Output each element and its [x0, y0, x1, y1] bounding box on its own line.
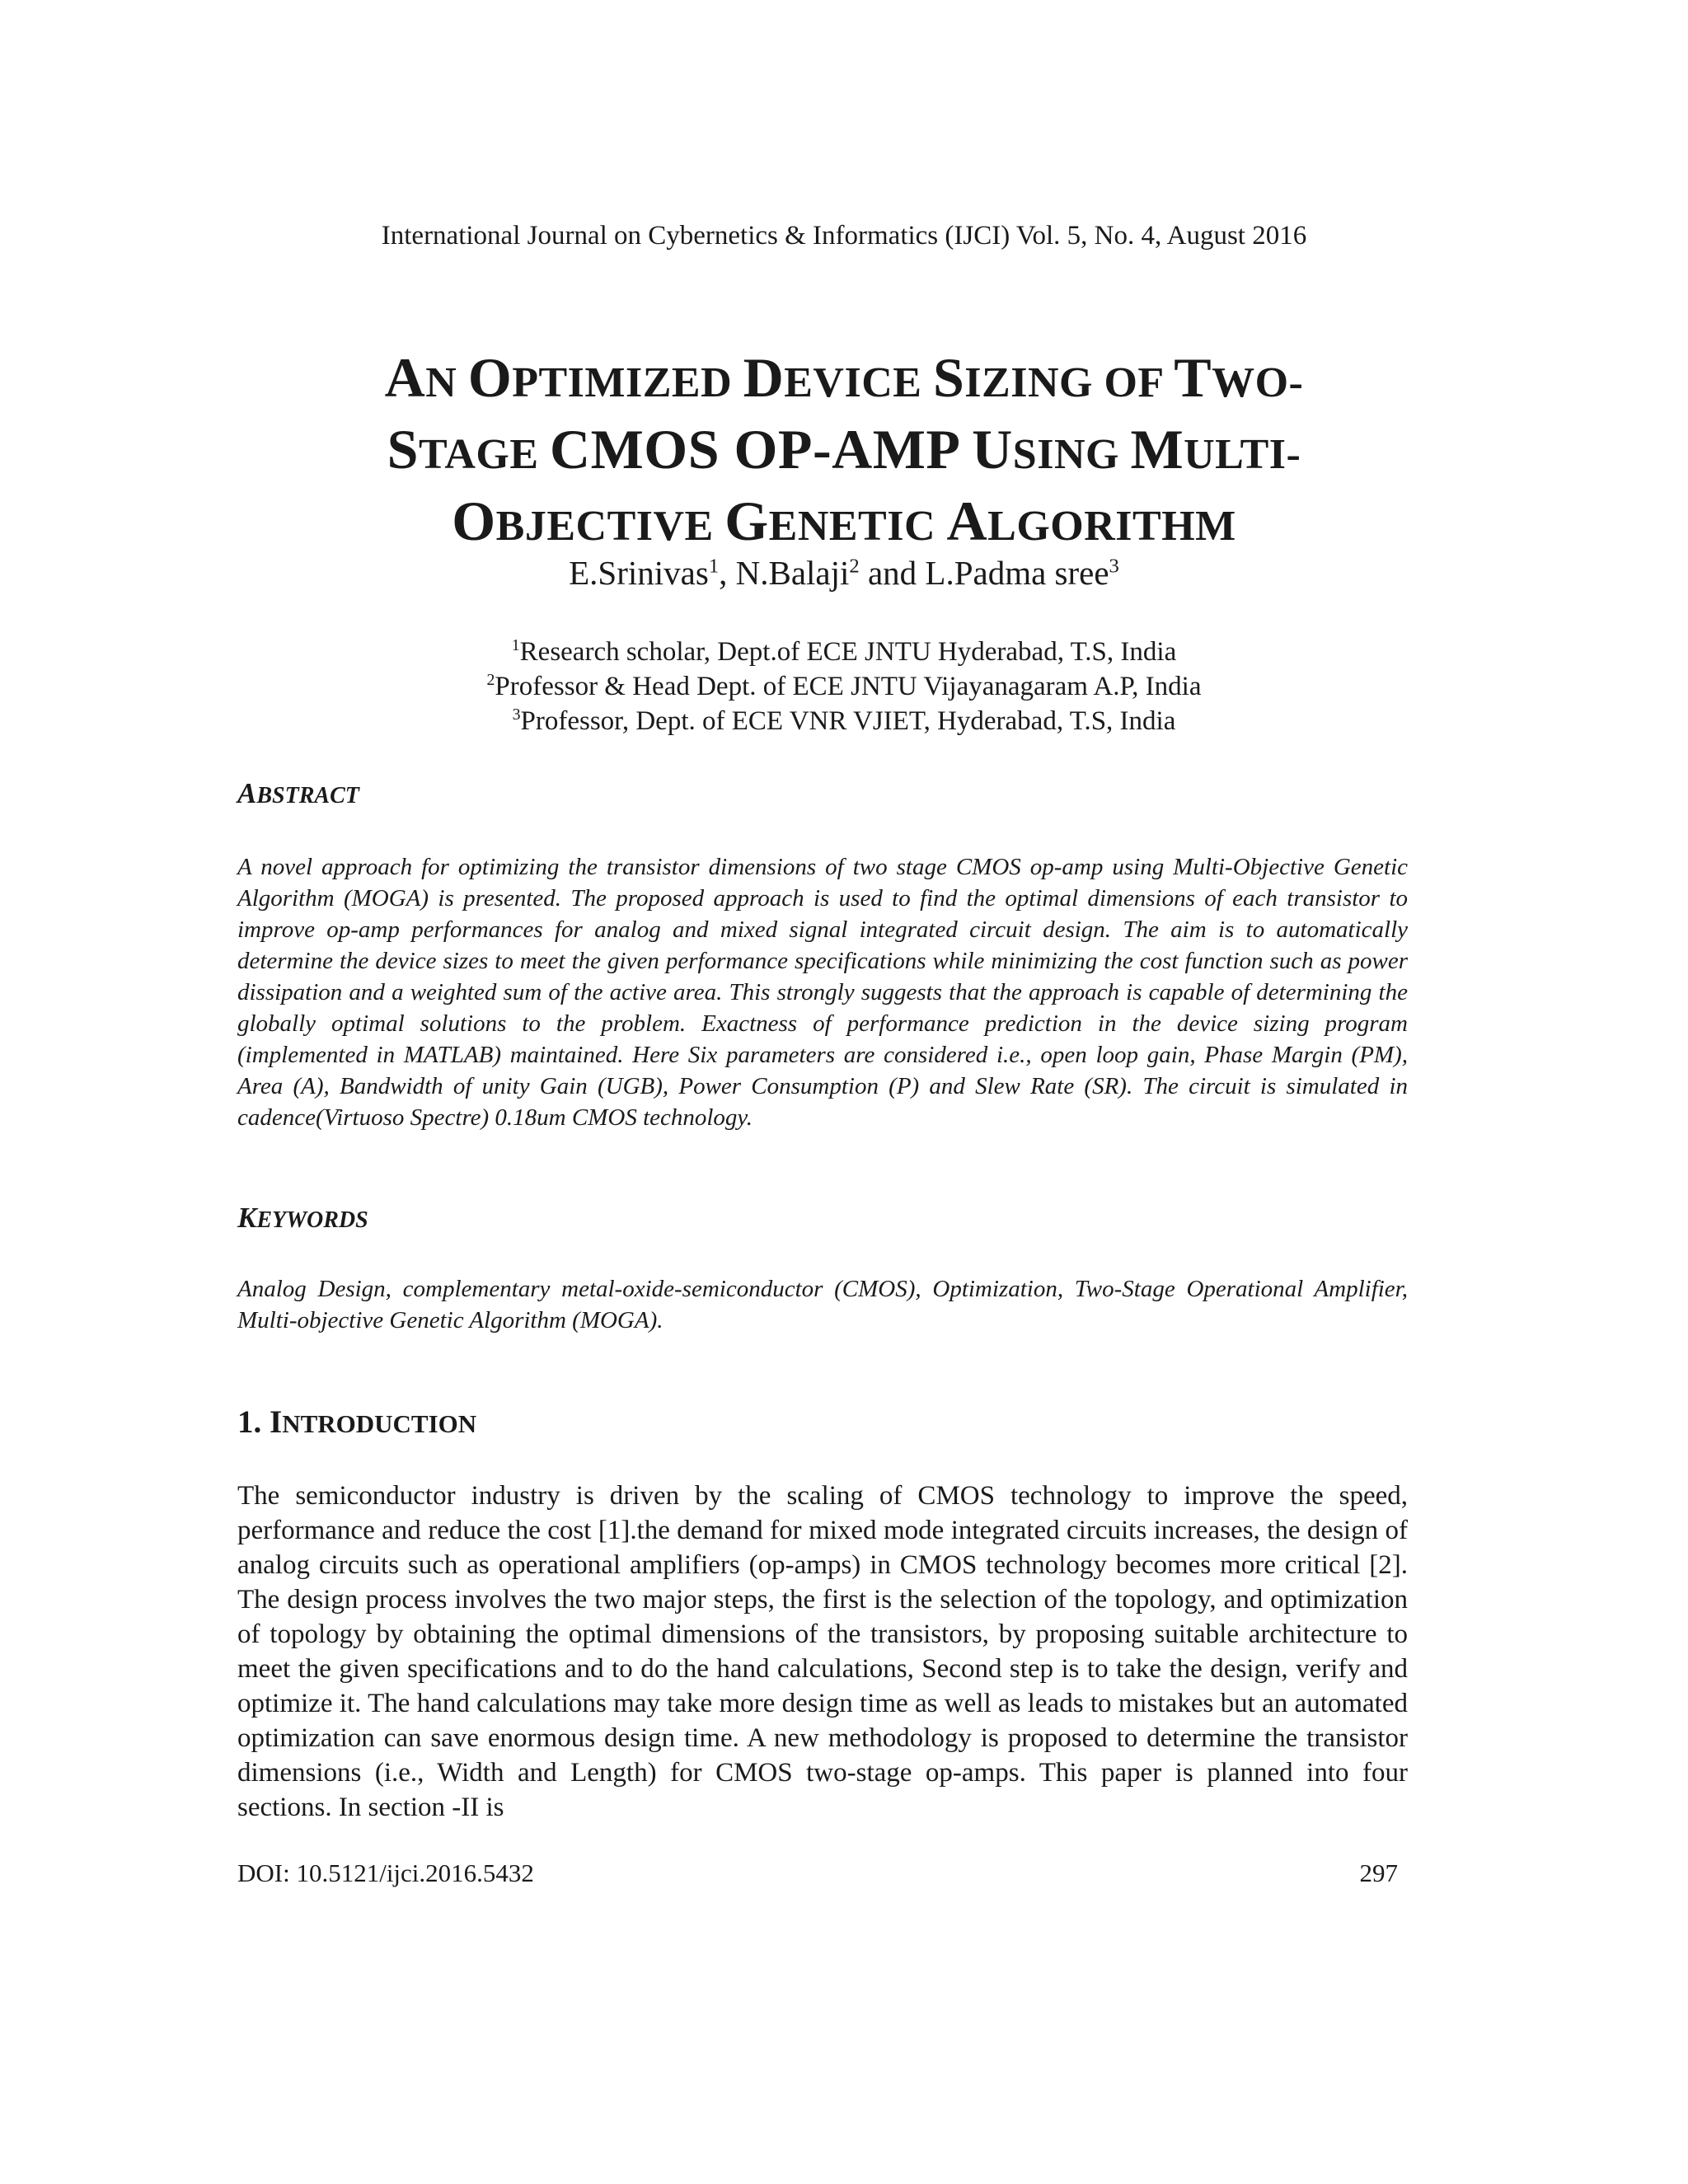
affiliation: $^2$Professor & Head Dept. of ECE JNTU Vijayanagaram A.P, India	[486, 671, 1202, 701]
author-separator: and	[859, 554, 926, 592]
title-word: GENETIC	[724, 490, 947, 552]
title-word: OPTIMIZED	[467, 346, 743, 409]
title-line-3	[247, 488, 1441, 560]
title-word: AN	[384, 346, 468, 409]
title-word: USING	[972, 418, 1131, 480]
title-word: ALGORITHM	[946, 490, 1236, 552]
affiliation: $^1$Research scholar, Dept.of ECE JNTU Hyderabad, T.S, India	[511, 636, 1177, 667]
title-word: DEVICE	[743, 346, 933, 409]
abstract-heading: ABSTRACT	[237, 777, 359, 809]
author-list	[0, 552, 1688, 593]
title-word: OBJECTIVE	[452, 490, 725, 552]
affiliation-list	[0, 635, 1688, 738]
title-word: MULTI-	[1130, 418, 1301, 480]
title-word: TWO-	[1174, 346, 1304, 409]
affiliation-marker: 1	[511, 636, 520, 654]
paper-title	[247, 344, 1441, 560]
keywords-heading: KEYWORDS	[237, 1202, 368, 1234]
title-word: STAGE	[387, 418, 551, 480]
affiliation-marker: 2	[486, 671, 495, 689]
author-name: N.Balaji	[735, 554, 850, 592]
title-word: CMOS	[550, 418, 734, 480]
title-word: OP-AMP	[734, 418, 973, 480]
author-affiliation-marker: 2	[849, 555, 860, 578]
affiliation: $^3$Professor, Dept. of ECE VNR VJIET, Hyderabad, T.S, India	[512, 705, 1176, 736]
footer-doi: DOI: 10.5121/ijci.2016.5432	[237, 1858, 534, 1887]
author-separator: ,	[719, 554, 736, 592]
author-name: E.Srinivas	[569, 554, 709, 592]
author-affiliation-marker: 3	[1109, 555, 1119, 578]
title-word: SIZING OF	[932, 346, 1175, 409]
introduction-text: The semiconductor industry is driven by the scaling of CMOS technology to improve the speed, performance and reduce the cost [1].the demand for mixed mode integrated circuits increases, the design of analog circuits such as operational amplifiers (op-amps) in CMOS technology becomes more critical [2]. The design process involves the two major steps, the first is the selection of the topology, and optimization of topology by obtaining the optimal dimensions of the transistors, by proposing suitable architecture to meet the given specifications and to do the hand calculations, Second step is to take the design, verify and optimize it. The hand calculations may take more design time as well as leads to mistakes but an automated optimization can save enormous design time. A new methodology is proposed to determine the transistor dimensions (i.e., Width and Length) for CMOS two-stage op-amps. This paper is planned into four sections. In section -II is	[237, 1481, 1408, 1822]
journal-header: International Journal on Cybernetics & Informatics (IJCI) Vol. 5, No. 4, August 2016	[381, 221, 1307, 251]
author-affiliation-marker: 1	[708, 555, 720, 578]
abstract-text: A novel approach for optimizing the transistor dimensions of two stage CMOS op-amp using Multi-Objective Genetic Algorithm (MOGA) is presented. The proposed approach is used to find the optimal dimensions of each transistor to improve op-amp performances for analog and mixed signal integrated circuit design. The aim is to automatically determine the device sizes to meet the given performance specifications while minimizing the cost function such as power dissipation and a weighted sum of the active area. This strongly suggests that the approach is capable of determining the globally optimal solutions to the problem. Exactness of performance prediction in the device sizing program (implemented in MATLAB) maintained. Here Six parameters are considered i.e., open loop gain, Phase Margin (PM), Area (A), Bandwidth of unity Gain (UGB), Power Consumption (P) and Slew Rate (SR). The circuit is simulated in cadence(Virtuoso Spectre) 0.18um CMOS technology.	[237, 854, 1408, 1131]
author-name: L.Padma sree	[925, 554, 1109, 592]
keywords-text: Analog Design, complementary metal-oxide-semiconductor (CMOS), Optimization, Two-Stage Operational Amplifier, Multi-objective Genetic Algorithm (MOGA).	[237, 1276, 1408, 1333]
title-line-2	[247, 416, 1441, 488]
introduction-heading: 1. INTRODUCTION	[237, 1404, 477, 1440]
page-number: 297	[1359, 1858, 1398, 1887]
title-line-1	[247, 344, 1441, 416]
affiliation-marker: 3	[512, 705, 521, 724]
